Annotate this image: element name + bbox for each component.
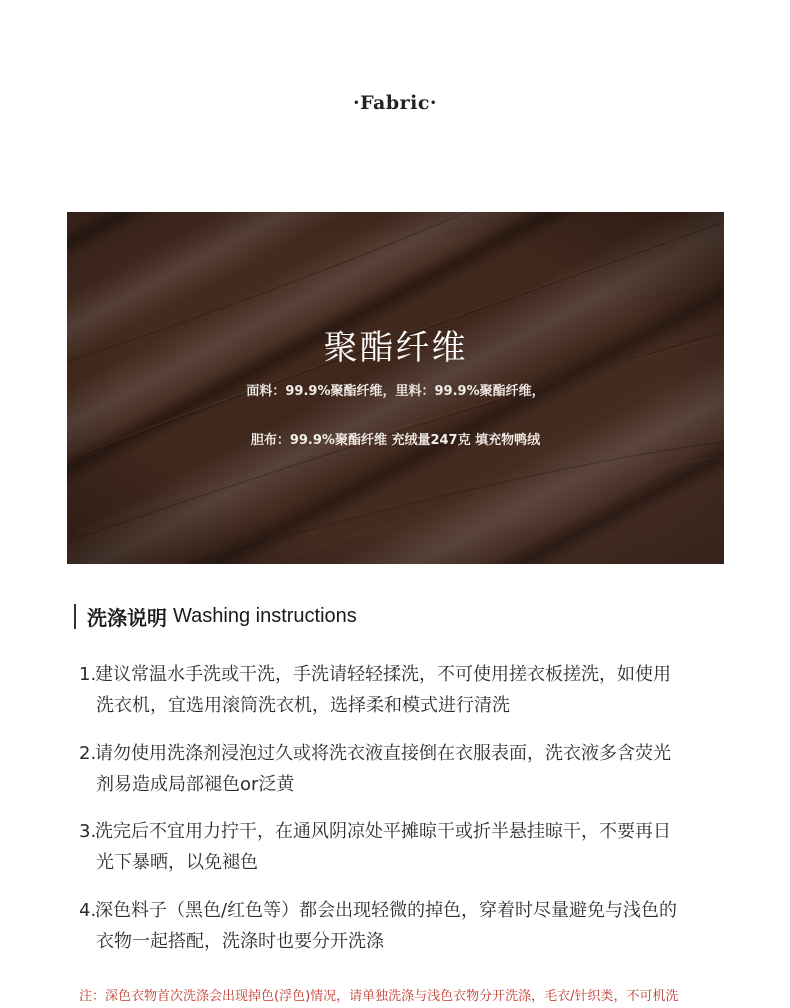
washing-header-zh: 洗涤说明 xyxy=(87,606,167,630)
instruction-item xyxy=(79,816,729,878)
washing-note: 注：深色衣物首次洗涤会出现掉色(浮色)情况，请单独洗涤与浅色衣物分开洗涤，毛衣/针织类，不可机洗 xyxy=(79,989,679,1004)
fabric-composition-line-1: 面料：99.9%聚酯纤维，里料：99.9%聚酯纤维， xyxy=(246,384,545,399)
instruction-item xyxy=(79,895,729,957)
instruction-text-continued: 衣物一起搭配，洗涤时也要分开洗涤 xyxy=(96,931,384,952)
instruction-text-continued: 光下暴晒，以免褪色 xyxy=(96,852,258,873)
fabric-title: ·Fabric· xyxy=(352,92,438,114)
washing-header-en: Washing instructions xyxy=(173,605,357,627)
instruction-text: 建议常温水手洗或干洗，手洗请轻轻揉洗，不可使用搓衣板搓洗，如使用 xyxy=(95,664,671,685)
instruction-text-continued: 洗衣机，宜选用滚筒洗衣机，选择柔和模式进行清洗 xyxy=(96,695,510,716)
washing-instructions-header xyxy=(74,604,357,629)
fabric-heading: 聚酯纤维 xyxy=(323,328,468,368)
instruction-item xyxy=(79,738,729,800)
instruction-text: 深色料子（黑色/红色等）都会出现轻微的掉色，穿着时尽量避免与浅色的 xyxy=(95,900,678,921)
instruction-number: 1. xyxy=(79,664,97,685)
instruction-item xyxy=(79,659,729,721)
fabric-composition-line-2: 胆布：99.9%聚酯纤维 充绒量247克 填充物鸭绒 xyxy=(250,433,541,448)
instruction-text: 洗完后不宜用力拧干，在通风阴凉处平摊晾干或折半悬挂晾干，不要再日 xyxy=(95,821,671,842)
instruction-number: 3. xyxy=(79,821,97,842)
instruction-text: 请勿使用洗涤剂浸泡过久或将洗衣液直接倒在衣服表面，洗衣液多含荧光 xyxy=(95,743,671,764)
instruction-text-continued: 剂易造成局部褪色or泛黄 xyxy=(96,774,295,795)
instruction-number: 4. xyxy=(79,900,97,921)
fabric-photo xyxy=(67,212,724,564)
instruction-number: 2. xyxy=(79,743,97,764)
